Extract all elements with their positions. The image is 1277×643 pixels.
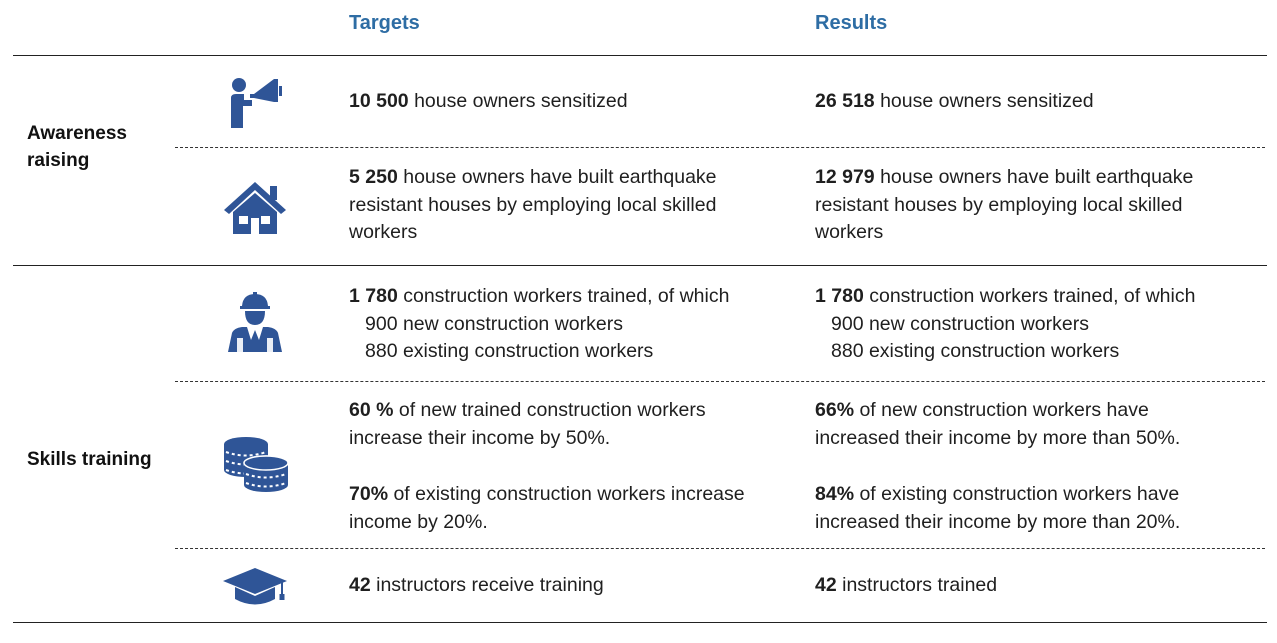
target-houses-line1: house owners have built earthquake — [397, 166, 717, 188]
row-divider — [175, 381, 1265, 382]
result-trained-line1: construction workers trained, of which — [863, 285, 1196, 307]
result-sensitized-number: 26 518 — [815, 90, 875, 112]
result-trained-line2: 900 new construction workers — [831, 312, 1089, 335]
result-income-new-line1: of new construction workers have — [854, 399, 1149, 421]
row-divider — [175, 147, 1265, 148]
target-income-new-line2: increase their income by 50%. — [349, 426, 611, 449]
row-divider — [175, 548, 1265, 549]
megaphone-person-icon — [228, 76, 282, 128]
header-divider — [13, 55, 1267, 56]
target-trained-line2: 900 new construction workers — [365, 312, 623, 335]
target-trained — [349, 283, 729, 366]
target-income-new-line1: of new trained construction workers — [393, 399, 706, 421]
house-icon — [222, 180, 288, 236]
result-income-new — [815, 397, 1180, 452]
target-instructors — [349, 572, 604, 600]
result-trained — [815, 283, 1195, 366]
bottom-divider — [13, 622, 1267, 623]
target-income-existing-line2: income by 20%. — [349, 510, 488, 533]
target-sensitized-text: house owners sensitized — [408, 90, 628, 112]
category-awareness-line2: raising — [27, 150, 90, 171]
graduation-cap-icon — [221, 566, 289, 606]
result-sensitized-text: house owners sensitized — [874, 90, 1094, 112]
target-income-existing-number: 70% — [349, 483, 389, 505]
result-houses-line1: house owners have built earthquake — [874, 166, 1194, 188]
target-income-new-number: 60 % — [349, 399, 394, 421]
target-income-existing-line1: of existing construction workers increase — [388, 483, 745, 505]
result-instructors-number: 42 — [815, 574, 837, 596]
target-instructors-text: instructors receive training — [370, 574, 604, 596]
construction-worker-icon — [226, 292, 284, 352]
result-sensitized — [815, 88, 1094, 116]
target-income-existing — [349, 481, 745, 536]
result-houses — [815, 164, 1193, 247]
result-income-new-number: 66% — [815, 399, 855, 421]
result-houses-number: 12 979 — [815, 166, 875, 188]
result-trained-number: 1 780 — [815, 285, 864, 307]
section-divider — [13, 265, 1267, 266]
result-income-existing-number: 84% — [815, 483, 855, 505]
result-income-existing-line1: of existing construction workers have — [854, 483, 1180, 505]
target-houses-number: 5 250 — [349, 166, 398, 188]
result-houses-line2: resistant houses by employing local skilled — [815, 193, 1183, 216]
results-header: Results — [815, 12, 888, 34]
result-income-existing — [815, 481, 1180, 536]
targets-header: Targets — [349, 12, 420, 34]
category-skills-training: Skills training — [27, 449, 152, 470]
target-instructors-number: 42 — [349, 574, 371, 596]
target-trained-number: 1 780 — [349, 285, 398, 307]
coins-icon — [222, 436, 290, 494]
category-awareness-line1: Awareness — [27, 123, 127, 144]
result-instructors — [815, 572, 997, 600]
target-sensitized-number: 10 500 — [349, 90, 409, 112]
target-houses-line2: resistant houses by employing local skilled — [349, 193, 717, 216]
result-income-existing-line2: increased their income by more than 20%. — [815, 510, 1181, 533]
target-income-new — [349, 397, 706, 452]
result-instructors-text: instructors trained — [836, 574, 998, 596]
target-trained-line1: construction workers trained, of which — [397, 285, 730, 307]
target-trained-line3: 880 existing construction workers — [365, 340, 654, 362]
result-income-new-line2: increased their income by more than 50%. — [815, 426, 1181, 449]
target-houses — [349, 164, 717, 247]
result-houses-line3: workers — [815, 221, 884, 243]
target-houses-line3: workers — [349, 221, 418, 243]
target-sensitized — [349, 88, 628, 116]
category-awareness-raising — [27, 120, 127, 174]
result-trained-line3: 880 existing construction workers — [831, 340, 1120, 362]
